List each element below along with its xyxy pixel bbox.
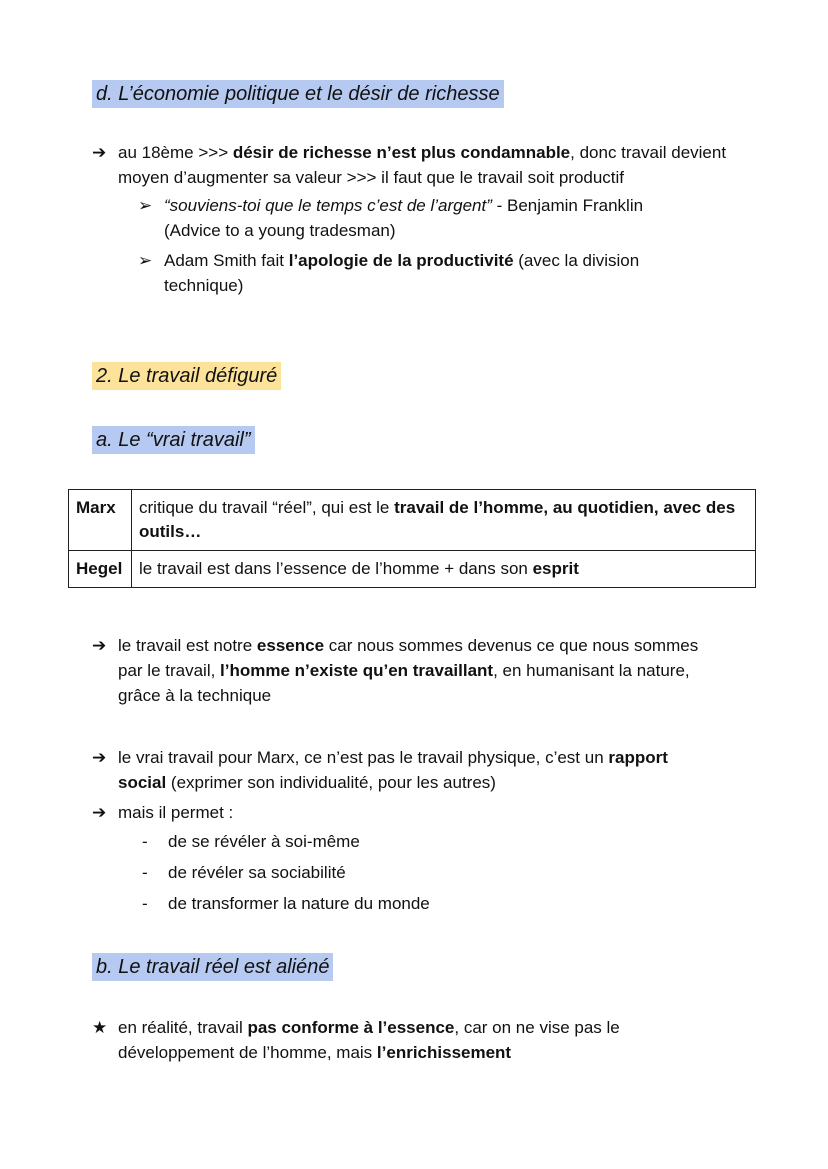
table-row [69,551,756,588]
arrow-icon: ➔ [92,636,107,655]
table-row [69,490,756,551]
dash-list [142,829,782,916]
arrow-bullet: ➔ le vrai travail pour Marx, ce n’est pas le travail physique, c’est un rapport social (exprimer son individualité, pour les autres) [92,745,782,795]
paragraph-aliene [92,1015,782,1065]
heading-text: b. Le travail réel est aliéné [92,953,333,981]
list-item: - de se révéler à soi-même [142,832,360,851]
star-bullet: ★ en réalité, travail pas conforme à l’essence, car on ne vise pas le développement de l’homme, mais l’enrichissement [92,1015,782,1065]
arrow-icon: ➔ [92,748,107,767]
comparison-table [68,489,756,588]
table-cell-desc: le travail est dans l’essence de l’homme + dans son esprit [132,551,756,588]
arrowhead-icon: ➢ [138,251,153,270]
arrow-bullet: ➔ au 18ème >>> désir de richesse n’est plus condamnable, donc travail devient moyen d’augmenter sa valeur >>> il faut que le travail soit productif [92,140,772,190]
sub-bullet-smith: ➢ Adam Smith fait l’apologie de la productivité (avec la division technique) [138,248,772,298]
heading-text: 2. Le travail défiguré [92,362,281,390]
list-item: - de transformer la nature du monde [142,894,430,913]
table-cell-name: Hegel [69,551,132,588]
paragraph-essence [92,633,782,708]
heading-text: a. Le “vrai travail” [92,426,255,454]
section-heading-a [92,426,255,454]
arrow-icon: ➔ [92,803,107,822]
paragraph-economie [92,140,772,298]
heading-text: d. L’économie politique et le désir de richesse [92,80,504,108]
arrow-bullet: ➔ mais il permet : [92,800,782,825]
paragraph-vrai-travail [92,745,782,916]
arrowhead-icon: ➢ [138,196,153,215]
section-heading-d [92,80,504,108]
star-icon: ★ [92,1018,108,1037]
table-cell-desc: critique du travail “réel”, qui est le travail de l’homme, au quotidien, avec des outils… [132,490,756,551]
section-heading-b [92,953,333,981]
table-cell-name: Marx [69,490,132,551]
sub-bullet-franklin: ➢ “souviens-toi que le temps c’est de l’argent” - Benjamin Franklin (Advice to a young tradesman) [138,193,772,243]
arrow-icon: ➔ [92,143,107,162]
section-heading-2 [92,362,281,390]
list-item: - de révéler sa sociabilité [142,863,346,882]
arrow-bullet: ➔ le travail est notre essence car nous sommes devenus ce que nous sommes par le travail, l’homme n’existe qu’en travaillant, en humanisant la nature, grâce à la technique [92,633,782,708]
